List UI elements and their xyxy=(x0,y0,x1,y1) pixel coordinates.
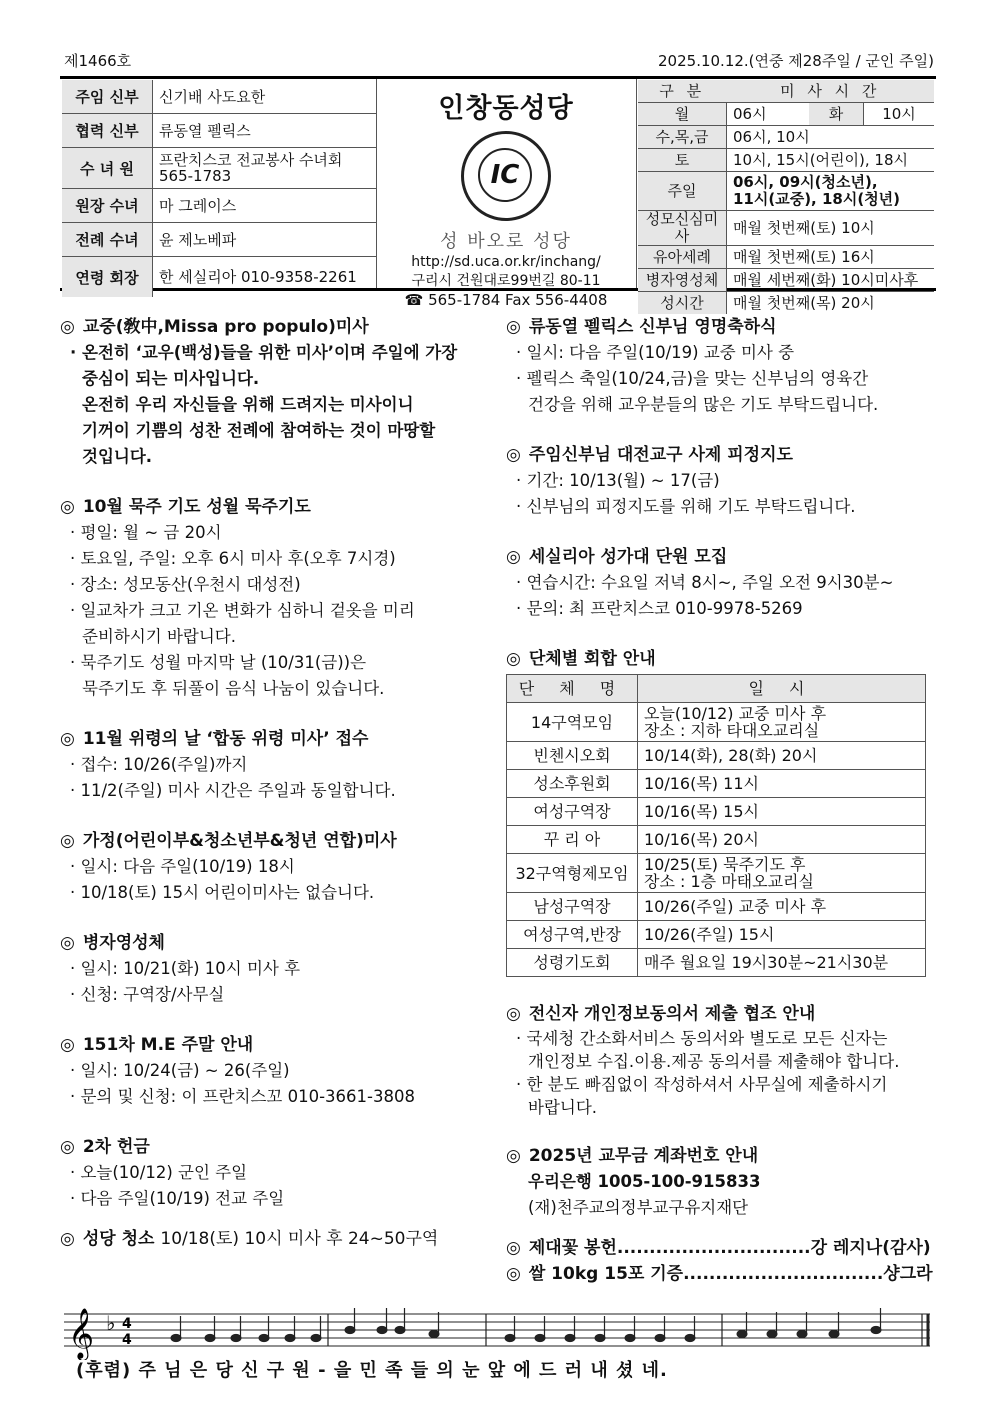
section-cleaning xyxy=(60,1226,480,1252)
list-item: 기꺼이 기쁨의 성찬 전례에 참여하는 것이 마땅할 xyxy=(82,421,436,440)
table-row xyxy=(507,826,926,854)
section-title-text: 세실리아 성가대 단원 모집 xyxy=(528,547,728,567)
bullet-mark: ◎ xyxy=(60,497,75,517)
time-line: 10/25(토) 묵주기도 후 xyxy=(644,855,806,874)
list-item: · 평일: 월 ~ 금 20시 xyxy=(70,523,222,542)
list-item: · 11/2(주일) 미사 시간은 주일과 동일합니다. xyxy=(70,781,396,800)
note-head xyxy=(871,1326,881,1333)
mass-day: 화 xyxy=(809,103,864,126)
group-name: 빈첸시오회 xyxy=(507,742,638,770)
note-head xyxy=(395,1326,405,1333)
header-divider-left xyxy=(376,79,377,288)
section-rice-donation xyxy=(506,1261,936,1287)
section-title xyxy=(506,442,936,468)
church-url[interactable]: http://sd.uca.or.kr/inchang/ xyxy=(411,254,601,270)
list-item: · 연습시간: 수요일 저녁 8시~, 주일 오전 9시30분~ xyxy=(516,573,894,592)
bullet-mark: ◎ xyxy=(60,1229,75,1249)
section-account xyxy=(506,1143,936,1221)
staff-role: 전례 수녀 xyxy=(62,223,153,257)
staff-name xyxy=(153,148,377,189)
list-item: · 일교차가 크고 기온 변화가 심하니 겉옷을 미리 xyxy=(70,601,415,620)
section-title-text: 2차 헌금 xyxy=(82,1137,150,1157)
group-name: 성령기도회 xyxy=(507,949,638,977)
note-head xyxy=(429,1330,439,1337)
time-signature-bottom: 4 xyxy=(122,1332,132,1348)
convent-name: 프란치스코 전교봉사 수녀회 xyxy=(159,151,343,169)
group-time: 10/26(주일) 교중 미사 후 xyxy=(638,893,926,921)
group-name: 남성구역장 xyxy=(507,893,638,921)
staff-role: 연령 회장 xyxy=(62,257,153,298)
staff-role: 원장 수녀 xyxy=(62,189,153,223)
note-head xyxy=(625,1334,635,1341)
bullet-mark: ◎ xyxy=(506,1264,521,1284)
convent-phone: 565-1783 xyxy=(159,167,232,185)
mass-time: 10시, 15시(어린이), 18시 xyxy=(727,149,935,172)
section-title xyxy=(60,828,480,854)
top-rule xyxy=(60,76,936,79)
group-name: 14구역모임 xyxy=(507,703,638,742)
section-sick-communion xyxy=(60,930,480,1008)
account-holder: (재)천주교의정부교구유지재단 xyxy=(528,1198,749,1217)
section-title-text: 151차 M.E 주말 안내 xyxy=(82,1035,254,1055)
table-header: 단 체 명 xyxy=(507,675,638,703)
staff-name: 마 그레이스 xyxy=(153,189,377,223)
table-row xyxy=(507,921,926,949)
section-parish-mass xyxy=(60,314,480,470)
mass-time: 매월 세번째(화) 10시미사후 xyxy=(727,269,935,292)
section-title-text: 2025년 교무금 계좌번호 안내 xyxy=(528,1146,759,1166)
note-head xyxy=(737,1330,747,1337)
church-address: 구리시 건원대로99번길 80-11 xyxy=(411,273,601,289)
mass-time: 06시, 10시 xyxy=(727,126,935,149)
list-item: · 다음 주일(10/19) 전교 주일 xyxy=(70,1189,285,1208)
table-row xyxy=(507,742,926,770)
bullet-mark: ◎ xyxy=(60,1035,75,1055)
table-row xyxy=(507,949,926,977)
place-line: 장소 : 1층 마태오교리실 xyxy=(644,872,814,891)
section-retreat xyxy=(506,442,936,520)
mass-schedule-table xyxy=(638,80,934,314)
list-item: · 펠릭스 축일(10/24,금)을 맞는 신부님의 영육간 xyxy=(516,369,869,388)
note-head xyxy=(535,1334,545,1341)
list-item: · 일시: 다음 주일(10/19) 18시 xyxy=(70,857,295,876)
note-head xyxy=(565,1334,575,1341)
note-head xyxy=(377,1326,387,1333)
mass-time: 매월 첫번째(목) 20시 xyxy=(733,293,875,312)
list-item: · 문의 및 신청: 이 프란치스꼬 010-3661-3808 xyxy=(70,1087,415,1106)
section-title xyxy=(60,1032,480,1058)
bullet-mark: ◎ xyxy=(506,547,521,567)
bullet-mark: ◎ xyxy=(506,1004,521,1024)
section-meetings xyxy=(506,646,936,977)
note-head xyxy=(205,1334,215,1341)
section-title xyxy=(60,494,480,520)
section-memorial-mass xyxy=(60,726,480,804)
list-item: · 신청: 구역장/사무실 xyxy=(70,985,225,1004)
note-head xyxy=(311,1334,321,1341)
section-title-text: 주임신부님 대전교구 사제 피정지도 xyxy=(528,445,793,465)
mass-day: 유아세례 xyxy=(638,246,727,269)
note-head xyxy=(797,1330,807,1337)
cleaning-detail: 10/18(토) 10시 미사 후 24~50구역 xyxy=(160,1229,439,1249)
list-item: · 일시: 10/21(화) 10시 미사 후 xyxy=(70,959,301,978)
list-item: · 국세청 간소화서비스 동의서와 별도로 모든 신자는 xyxy=(516,1029,888,1048)
list-item: · 한 분도 빠짐없이 작성하셔서 사무실에 제출하시기 xyxy=(516,1075,888,1094)
staff-name: 윤 제노베파 xyxy=(153,223,377,257)
list-item: 중심이 되는 미사입니다. xyxy=(82,369,260,388)
note-head xyxy=(231,1334,241,1341)
note-head xyxy=(655,1334,665,1341)
music-staff xyxy=(64,1300,934,1360)
list-item: 바랍니다. xyxy=(528,1098,598,1117)
mass-time: 매월 첫번째(토) 10시 xyxy=(727,211,935,246)
group-name: 성소후원회 xyxy=(507,770,638,798)
list-item: · 문의: 최 프란치스코 010-9978-5269 xyxy=(516,599,803,618)
list-item: · 신부님의 피정지도를 위해 기도 부탁드립니다. xyxy=(516,497,856,516)
mass-day: 월 xyxy=(638,103,727,126)
group-time xyxy=(638,854,926,893)
group-time xyxy=(638,703,926,742)
note-head xyxy=(767,1330,777,1337)
section-title-text: 제대꽃 봉헌..............................강 레지나(감사) xyxy=(528,1238,931,1258)
section-title-text: 단체별 회합 안내 xyxy=(528,649,656,669)
table-row xyxy=(507,703,926,742)
section-title-text: 병자영성체 xyxy=(82,933,165,953)
note-head xyxy=(345,1326,355,1333)
group-name: 여성구역장 xyxy=(507,798,638,826)
staff-name: 류동열 펠릭스 xyxy=(153,114,377,148)
list-item: · 묵주기도 성월 마지막 날 (10/31(금))은 xyxy=(70,653,367,672)
sunday-times-2: 11시(교중), 18시(청년) xyxy=(733,190,901,208)
section-title xyxy=(506,1143,936,1169)
note-head xyxy=(505,1334,515,1341)
section-family-mass xyxy=(60,828,480,906)
list-item: 건강을 위해 교우분들의 많은 기도 부탁드립니다. xyxy=(528,395,879,414)
mass-time-sunday xyxy=(727,172,935,211)
group-time: 10/16(목) 20시 xyxy=(638,826,926,854)
time-signature-top: 4 xyxy=(122,1316,132,1332)
staff-name: 한 세실리아 010-9358-2261 xyxy=(159,268,357,286)
bank-account: 우리은행 1005-100-915833 xyxy=(528,1172,761,1191)
bullet-mark: ◎ xyxy=(506,317,521,337)
list-item: · 온전히 ‘교우(백성)들을 위한 미사’이며 주일에 가장 xyxy=(70,343,458,362)
mass-time: 06시 xyxy=(727,103,810,126)
staff-name: 신기배 사도요한 xyxy=(153,80,377,114)
group-time: 10/26(주일) 15시 xyxy=(638,921,926,949)
church-logo-icon xyxy=(461,131,551,221)
section-altar-flowers xyxy=(506,1235,936,1261)
church-logo-monogram: IC xyxy=(478,148,532,202)
staff-table xyxy=(62,80,376,297)
section-title xyxy=(60,726,480,752)
list-item: · 토요일, 주일: 오후 6시 미사 후(오후 7시경) xyxy=(70,549,396,568)
note-head xyxy=(829,1330,839,1337)
list-item: 준비하시기 바랍니다. xyxy=(82,627,236,646)
section-title-text: 11월 위령의 날 ‘합동 위령 미사’ 접수 xyxy=(82,729,369,749)
left-column xyxy=(60,314,480,1252)
bullet-mark: ◎ xyxy=(60,1137,75,1157)
section-title xyxy=(506,646,936,672)
list-item: · 10/18(토) 15시 어린이미사는 없습니다. xyxy=(70,883,375,902)
list-item: · 오늘(10/12) 군인 주일 xyxy=(70,1163,248,1182)
bullet-mark: ◎ xyxy=(60,933,75,953)
group-time: 10/16(목) 11시 xyxy=(638,770,926,798)
list-item: · 일시: 10/24(금) ~ 26(주일) xyxy=(70,1061,290,1080)
staff-lines xyxy=(64,1314,930,1346)
section-title xyxy=(506,544,936,570)
section-title-text: 류동열 펠릭스 신부님 영명축하식 xyxy=(528,317,777,337)
table-row xyxy=(507,893,926,921)
mass-day: 병자영성체 xyxy=(638,269,727,292)
church-name: 인창동성당 xyxy=(438,93,574,124)
group-time: 10/16(목) 15시 xyxy=(638,798,926,826)
bullet-mark: ◎ xyxy=(506,1146,521,1166)
section-title-text: 가정(어린이부&청소년부&청년 연합)미사 xyxy=(82,831,397,851)
list-item: · 장소: 성모동산(우천시 대성전) xyxy=(70,575,301,594)
list-item: · 기간: 10/13(월) ~ 17(금) xyxy=(516,471,720,490)
treble-clef-icon: 𝄞 xyxy=(68,1308,95,1359)
mass-head-label: 구 분 xyxy=(638,80,727,103)
table-row xyxy=(507,798,926,826)
header-divider-right xyxy=(636,79,637,288)
section-title xyxy=(60,314,480,340)
bullet-mark: ◎ xyxy=(506,445,521,465)
bullet-mark: ◎ xyxy=(60,831,75,851)
section-title xyxy=(60,930,480,956)
section-feast-celebration xyxy=(506,314,936,418)
mass-day: 주일 xyxy=(638,172,727,211)
staff-role: 주임 신부 xyxy=(62,80,153,114)
right-column xyxy=(506,314,936,1287)
bullet-mark: ◎ xyxy=(506,649,521,669)
list-item: · 접수: 10/26(주일)까지 xyxy=(70,755,248,774)
time-line: 오늘(10/12) 교중 미사 후 xyxy=(644,704,827,723)
group-time: 매주 월요일 19시30분~21시30분 xyxy=(638,949,926,977)
list-item: 것입니다. xyxy=(82,447,153,466)
note-head xyxy=(171,1334,181,1341)
note-head xyxy=(685,1334,695,1341)
mass-day: 성시간 xyxy=(638,292,727,315)
group-name: 32구역형제모임 xyxy=(507,854,638,893)
meeting-table xyxy=(506,674,926,977)
list-item: 온전히 우리 자신들을 위해 드려지는 미사이니 xyxy=(82,395,414,414)
mass-day: 토 xyxy=(638,149,727,172)
list-item: · 일시: 다음 주일(10/19) 교중 미사 중 xyxy=(516,343,795,362)
flat-icon: ♭ xyxy=(106,1311,116,1335)
mass-time: 10시 xyxy=(864,103,935,126)
table-row xyxy=(507,770,926,798)
section-title xyxy=(60,1134,480,1160)
section-privacy-consent xyxy=(506,1001,936,1119)
music-notes xyxy=(171,1308,881,1342)
bullet-mark: ◎ xyxy=(60,729,75,749)
mass-day: 성모신심미사 xyxy=(638,211,727,246)
section-me-weekend xyxy=(60,1032,480,1110)
group-name: 여성구역,반장 xyxy=(507,921,638,949)
bullet-mark: ◎ xyxy=(506,1238,521,1258)
section-title-text: 전신자 개인정보동의서 제출 협조 안내 xyxy=(528,1004,816,1024)
note-head xyxy=(285,1334,295,1341)
issue-date: 2025.10.12.(연중 제28주일 / 군인 주일) xyxy=(658,52,934,70)
sunday-times-1: 06시, 09시(청소년), xyxy=(733,173,878,191)
place-line: 장소 : 지하 타대오교리실 xyxy=(644,721,820,740)
list-item: 묵주기도 후 뒤풀이 음식 나눔이 있습니다. xyxy=(82,679,385,698)
table-header: 일 시 xyxy=(638,675,926,703)
section-title-text: 쌀 10kg 15포 기증...............................샹그라 xyxy=(528,1264,933,1284)
section-choir xyxy=(506,544,936,622)
issue-number: 제1466호 xyxy=(64,52,132,70)
section-title-text: 성당 청소 xyxy=(82,1229,155,1249)
mass-day: 수,목,금 xyxy=(638,126,727,149)
group-name: 꾸 리 아 xyxy=(507,826,638,854)
church-info xyxy=(378,80,634,310)
note-head xyxy=(259,1334,269,1341)
section-title xyxy=(506,1001,936,1027)
parent-church: 성 바오로 성당 xyxy=(440,231,572,252)
section-title xyxy=(60,1226,480,1252)
section-title-text: 교중(敎中,Missa pro populo)미사 xyxy=(82,317,369,337)
staff-role: 협력 신부 xyxy=(62,114,153,148)
bullet-mark: ◎ xyxy=(60,317,75,337)
mass-time: 매월 첫번째(토) 16시 xyxy=(727,246,935,269)
section-rosary xyxy=(60,494,480,702)
section-title xyxy=(506,314,936,340)
section-second-collection xyxy=(60,1134,480,1212)
staff-role: 수 녀 원 xyxy=(62,148,153,189)
note-head xyxy=(595,1334,605,1341)
group-time: 10/14(화), 28(화) 20시 xyxy=(638,742,926,770)
hymn-lyrics: (후렴) 주 님 은 당 신 구 원 - 을 민 족 들 의 눈 앞 에 드 러 내 셨 네. xyxy=(76,1360,668,1381)
church-phone: ☎ 565-1784 Fax 556-4408 xyxy=(404,291,608,309)
list-item: 개인정보 수집.이용.제공 동의서를 제출해야 합니다. xyxy=(528,1052,900,1071)
section-title-text: 10월 묵주 기도 성월 묵주기도 xyxy=(82,497,311,517)
mass-head-times: 미 사 시 간 xyxy=(727,80,935,103)
table-row xyxy=(507,854,926,893)
